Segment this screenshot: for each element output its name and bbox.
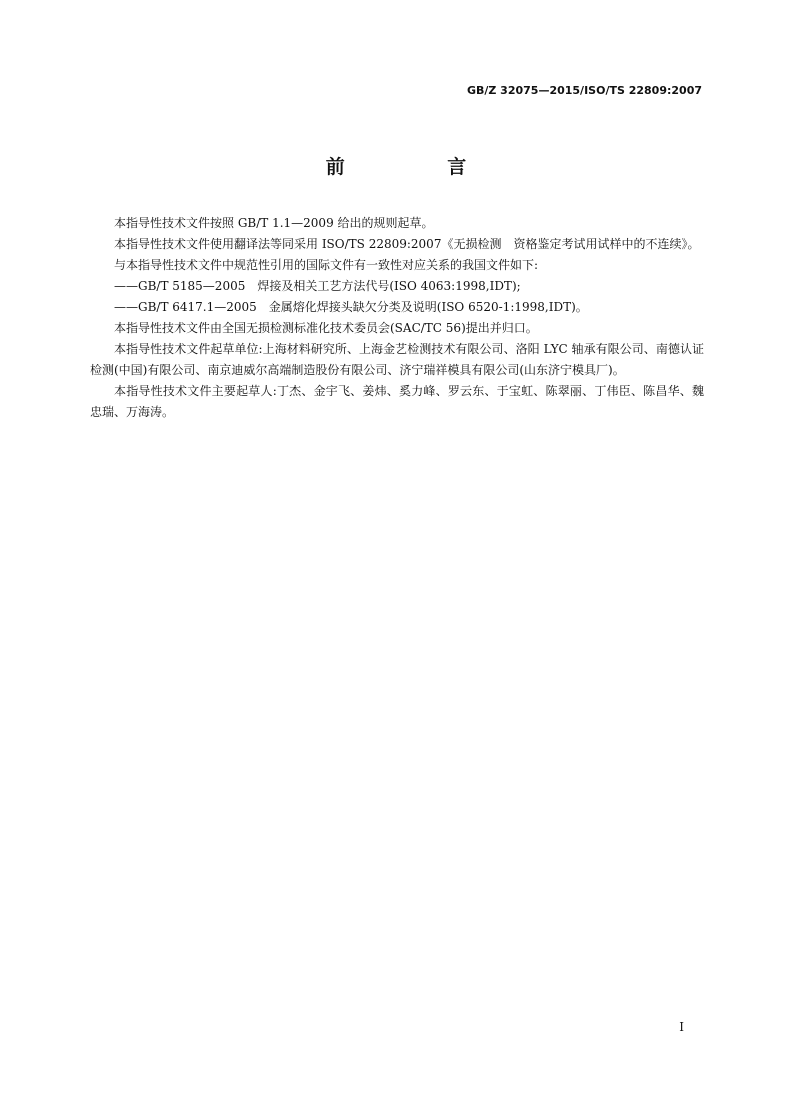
paragraph-drafting-units: 本指导性技术文件起草单位:上海材料研究所、上海金艺检测技术有限公司、洛阳 LYC 轴承有限公司、南德认证检测(中国)有限公司、南京迪威尔高端制造股份有限公司、济宁瑞祥模具有限公司(山东济宁模具厂)。 [90,342,704,377]
foreword-body [90,213,704,423]
paragraph-corresponding-docs: 与本指导性技术文件中规范性引用的国际文件有一致性对应关系的我国文件如下: [114,258,539,272]
paragraph-drafters: 本指导性技术文件主要起草人:丁杰、金宇飞、姜炜、奚力峰、罗云东、于宝虹、陈翠丽、丁伟臣、陈昌华、魏忠瑞、万海涛。 [90,384,704,419]
paragraph-reference-gbt6417: ——GB/T 6417.1—2005 金属熔化焊接头缺欠分类及说明(ISO 6520-1:1998,IDT)。 [114,300,588,314]
page-number: I [679,1020,684,1034]
paragraph-drafting-rules: 本指导性技术文件按照 GB/T 1.1—2009 给出的规则起草。 [114,216,434,230]
paragraph-reference-gbt5185: ——GB/T 5185—2005 焊接及相关工艺方法代号(ISO 4063:1998,IDT); [114,279,521,293]
standard-code-header: GB/Z 32075—2015/ISO/TS 22809:2007 [466,84,702,97]
paragraph-adoption: 本指导性技术文件使用翻译法等同采用 ISO/TS 22809:2007《无损检测 资格鉴定考试用试样中的不连续》。 [114,237,700,251]
page-title: 前 言 [325,156,515,178]
paragraph-proposer: 本指导性技术文件由全国无损检测标准化技术委员会(SAC/TC 56)提出并归口。 [114,321,538,335]
